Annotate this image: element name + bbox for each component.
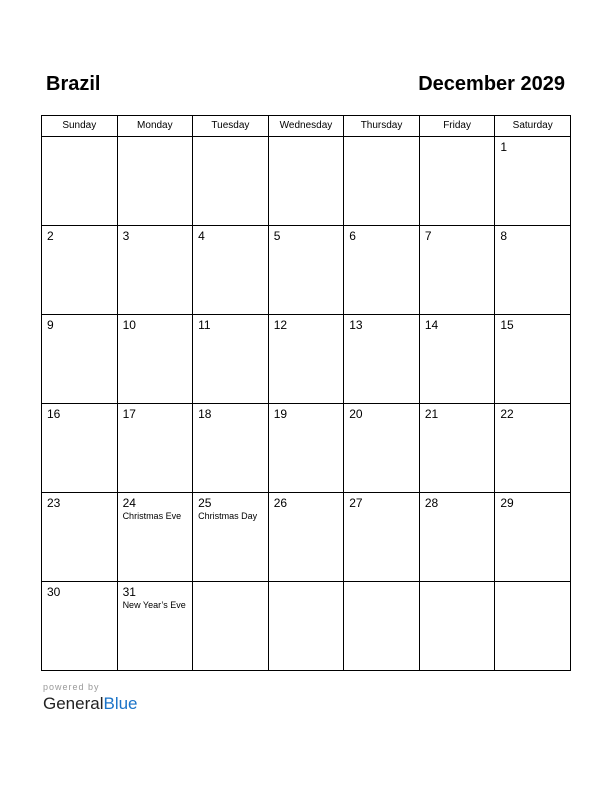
week-row bbox=[42, 493, 571, 582]
day-cell bbox=[193, 493, 269, 582]
day-number: 19 bbox=[273, 407, 288, 421]
day-cell bbox=[344, 137, 420, 226]
weekday-header: Monday bbox=[117, 116, 193, 137]
brand-blue-text: Blue bbox=[103, 694, 138, 713]
day-number bbox=[193, 582, 268, 585]
calendar-month-year: December 2029 bbox=[418, 73, 565, 95]
footer-branding bbox=[43, 682, 138, 714]
week-row bbox=[42, 137, 571, 226]
day-number: 4 bbox=[198, 229, 205, 243]
day-cell bbox=[344, 226, 420, 315]
day-number: 13 bbox=[349, 318, 363, 332]
day-number: 27 bbox=[349, 496, 363, 510]
week-row bbox=[42, 226, 571, 315]
day-number bbox=[344, 582, 419, 585]
day-number: 7 bbox=[424, 229, 432, 243]
week-row bbox=[42, 404, 571, 493]
day-number bbox=[193, 137, 268, 140]
day-number: 16 bbox=[47, 407, 61, 421]
day-number: 25 bbox=[198, 496, 212, 510]
week-row bbox=[42, 582, 571, 671]
day-cell bbox=[419, 493, 495, 582]
day-cell bbox=[117, 226, 193, 315]
day-cell bbox=[117, 315, 193, 404]
day-cell bbox=[495, 404, 571, 493]
day-number: 1 bbox=[500, 140, 508, 154]
weekday-header: Saturday bbox=[495, 116, 571, 137]
weekday-header: Tuesday bbox=[193, 116, 269, 137]
day-cell bbox=[193, 315, 269, 404]
day-cell bbox=[344, 582, 420, 671]
day-cell bbox=[495, 582, 571, 671]
day-cell bbox=[117, 493, 193, 582]
holiday-label: New Year’s Eve bbox=[122, 600, 186, 610]
day-cell bbox=[117, 404, 193, 493]
holiday-label: Christmas Day bbox=[198, 511, 258, 521]
day-cell bbox=[117, 137, 193, 226]
day-cell bbox=[268, 493, 344, 582]
day-number: 2 bbox=[47, 229, 54, 243]
brand-logo[interactable] bbox=[43, 694, 138, 714]
day-cell bbox=[344, 404, 420, 493]
day-number: 15 bbox=[500, 318, 514, 332]
weekday-header: Friday bbox=[419, 116, 495, 137]
day-number bbox=[118, 137, 193, 140]
weekday-header-row bbox=[42, 116, 571, 137]
day-cell bbox=[419, 582, 495, 671]
day-number bbox=[495, 582, 570, 585]
day-cell bbox=[42, 226, 118, 315]
day-number: 10 bbox=[122, 318, 136, 332]
day-number: 5 bbox=[273, 229, 281, 243]
day-number: 12 bbox=[273, 318, 288, 332]
day-number: 23 bbox=[47, 496, 61, 510]
day-number: 6 bbox=[349, 229, 356, 243]
day-number: 20 bbox=[349, 407, 363, 421]
day-cell bbox=[193, 137, 269, 226]
day-cell bbox=[268, 137, 344, 226]
calendar-grid bbox=[41, 115, 571, 671]
brand-general-text: General bbox=[43, 694, 104, 713]
calendar-country: Brazil bbox=[46, 73, 101, 95]
day-number: 22 bbox=[500, 407, 514, 421]
day-number bbox=[269, 137, 344, 140]
day-cell bbox=[117, 582, 193, 671]
day-number: 9 bbox=[47, 318, 54, 332]
day-cell bbox=[193, 404, 269, 493]
day-number: 30 bbox=[47, 585, 61, 599]
day-number: 26 bbox=[273, 496, 288, 510]
day-number: 8 bbox=[500, 229, 508, 243]
day-number: 18 bbox=[198, 407, 212, 421]
day-cell bbox=[495, 493, 571, 582]
day-cell bbox=[344, 493, 420, 582]
day-number: 21 bbox=[424, 407, 439, 421]
day-number: 31 bbox=[122, 585, 136, 599]
week-row bbox=[42, 315, 571, 404]
day-number: 29 bbox=[500, 496, 514, 510]
day-number bbox=[269, 582, 344, 585]
day-number: 11 bbox=[198, 318, 211, 332]
day-cell bbox=[268, 404, 344, 493]
weekday-header: Sunday bbox=[42, 116, 118, 137]
day-cell bbox=[268, 582, 344, 671]
day-number: 3 bbox=[122, 229, 130, 243]
day-cell bbox=[495, 315, 571, 404]
day-number bbox=[420, 137, 495, 140]
weekday-header: Wednesday bbox=[268, 116, 344, 137]
day-cell bbox=[495, 226, 571, 315]
day-number bbox=[344, 137, 419, 140]
day-cell bbox=[419, 137, 495, 226]
day-cell bbox=[419, 404, 495, 493]
day-number: 14 bbox=[424, 318, 439, 332]
day-cell bbox=[419, 226, 495, 315]
day-cell bbox=[42, 404, 118, 493]
day-cell bbox=[193, 582, 269, 671]
day-cell bbox=[344, 315, 420, 404]
day-cell bbox=[495, 137, 571, 226]
day-cell bbox=[419, 315, 495, 404]
day-number bbox=[42, 137, 117, 140]
day-cell bbox=[268, 226, 344, 315]
day-number bbox=[420, 582, 495, 585]
day-number: 17 bbox=[122, 407, 136, 421]
powered-by-text: powered by bbox=[43, 682, 100, 692]
day-cell bbox=[193, 226, 269, 315]
day-number: 28 bbox=[424, 496, 439, 510]
weekday-header: Thursday bbox=[344, 116, 420, 137]
day-cell bbox=[42, 315, 118, 404]
day-cell bbox=[42, 137, 118, 226]
holiday-label: Christmas Eve bbox=[122, 511, 182, 521]
day-cell bbox=[42, 582, 118, 671]
day-number: 24 bbox=[122, 496, 136, 510]
day-cell bbox=[268, 315, 344, 404]
day-cell bbox=[42, 493, 118, 582]
